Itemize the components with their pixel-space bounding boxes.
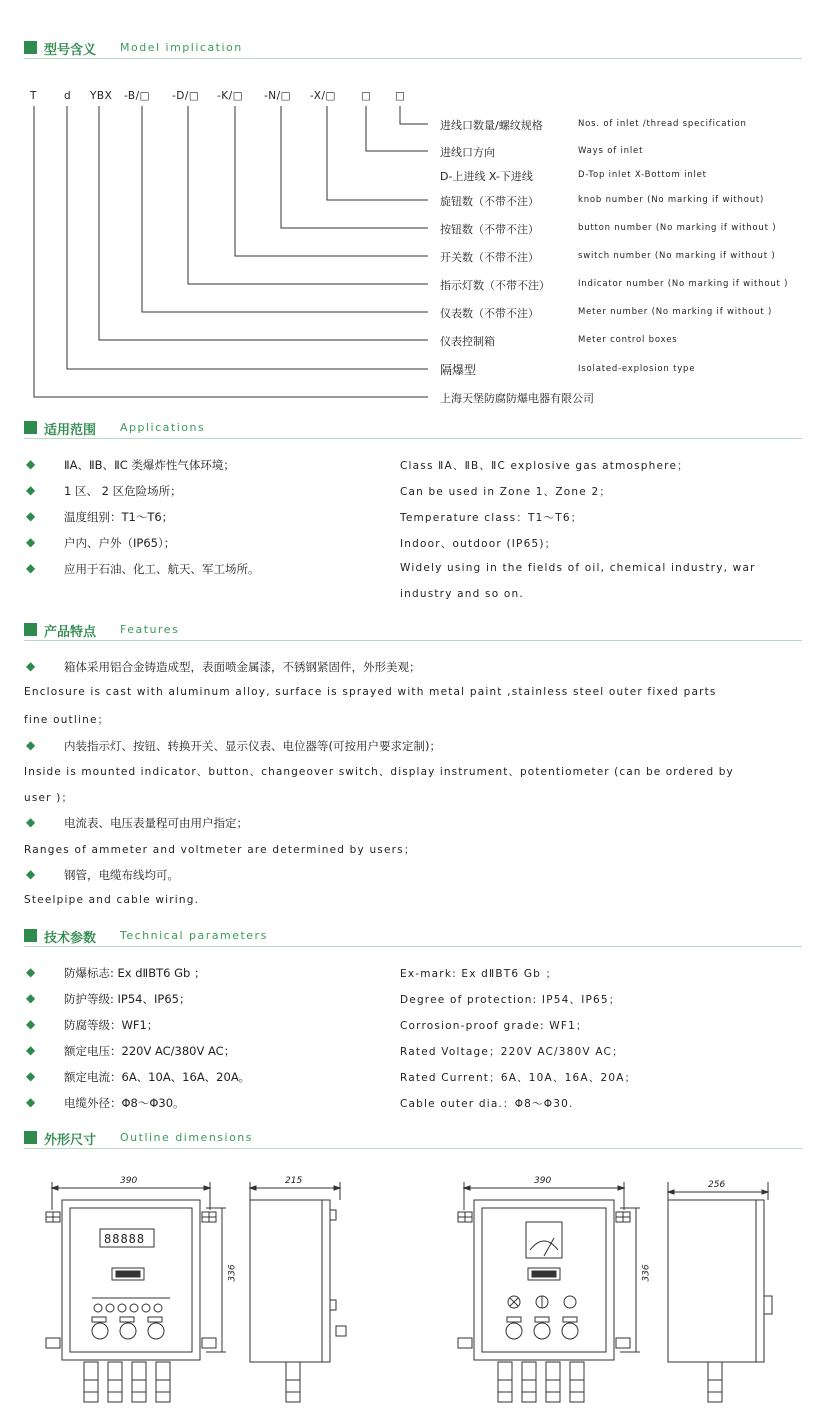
feature-en-0b: fine outline； <box>24 714 110 726</box>
tech-cn-1: 防护等级: IP54、IP65； <box>64 992 191 1006</box>
model-desc-cn-8: 仪表控制箱 <box>440 335 495 348</box>
bullet-diamond-icon: ◆ <box>26 659 36 673</box>
tech-cn-0: 防爆标志: Ex dⅡBT6 Gb ； <box>64 966 206 980</box>
bullet-diamond-icon: ◆ <box>26 1017 36 1031</box>
dim-right-height: 336 <box>641 1264 652 1282</box>
app-en-1: Can be used in Zone 1、Zone 2； <box>400 486 612 498</box>
tech-en-2: Corrosion-proof grade: WF1； <box>400 1020 588 1032</box>
bullet-diamond-icon: ◆ <box>26 1095 36 1109</box>
app-en-3: Indoor、outdoor (IP65)； <box>400 538 557 550</box>
section-title-cn: 外形尺寸 <box>44 1133 97 1148</box>
model-code-b: -B/□ <box>124 90 151 102</box>
model-desc-en-8: Meter control boxes <box>578 335 678 345</box>
tech-en-1: Degree of protection: IP54、IP65； <box>400 994 621 1006</box>
model-desc-en-6: Indicator number (No marking if without ) <box>578 279 789 289</box>
app-cn-3: 户内、户外（IP65）； <box>64 536 176 550</box>
section-title-cn: 产品特点 <box>44 625 97 640</box>
bullet-diamond-icon: ◆ <box>26 738 36 752</box>
app-en-2: Temperature class：T1～T6； <box>400 512 583 524</box>
feature-en-1b: user )； <box>24 792 74 804</box>
app-cn-0: ⅡA、ⅡB、ⅡC 类爆炸性气体环境； <box>64 458 235 472</box>
section-title-en: Features <box>120 623 180 636</box>
model-desc-en-1: Ways of inlet <box>578 146 644 156</box>
model-desc-cn-9: 隔爆型 <box>440 363 477 377</box>
tech-en-5: Cable outer dia.：Φ8～Φ30. <box>400 1098 574 1110</box>
bullet-diamond-icon: ◆ <box>26 991 36 1005</box>
model-desc-cn-6: 指示灯数（不带不注） <box>440 279 550 292</box>
model-code-direction: □ <box>361 90 372 102</box>
bullet-diamond-icon: ◆ <box>26 457 36 471</box>
model-desc-en-9: Isolated-explosion type <box>578 364 696 374</box>
tech-en-3: Rated Voltage；220V AC/380V AC； <box>400 1046 624 1058</box>
dim-left-height: 336 <box>227 1264 238 1282</box>
model-code-t: T <box>30 90 37 102</box>
dim-left-width: 390 <box>120 1176 138 1186</box>
model-desc-en-5: switch number (No marking if without ) <box>578 251 776 261</box>
tech-cn-3: 额定电压：220V AC/380V AC； <box>64 1044 236 1058</box>
app-cn-4: 应用于石油、化工、航天、军工场所。 <box>64 562 260 576</box>
model-desc-en-4: button number (No marking if without ) <box>578 223 777 233</box>
bullet-diamond-icon: ◆ <box>26 1069 36 1083</box>
app-en-4b: industry and so on. <box>400 588 524 600</box>
model-desc-company: 上海天堡防腐防爆电器有限公司 <box>440 392 594 405</box>
bullet-diamond-icon: ◆ <box>26 1043 36 1057</box>
bullet-diamond-icon: ◆ <box>26 815 36 829</box>
model-desc-cn-3: 旋钮数（不带不注） <box>440 195 539 208</box>
app-en-4: Widely using in the fields of oil, chemical industry, war <box>400 562 756 574</box>
model-code-d-indicator: -D/□ <box>172 90 200 102</box>
bullet-diamond-icon: ◆ <box>26 535 36 549</box>
model-desc-en-3: knob number (No marking if without) <box>578 195 765 205</box>
feature-en-0a: Enclosure is cast with aluminum alloy, surface is sprayed with metal paint ,stainless steel outer fixed parts <box>24 686 717 698</box>
model-code-inlet: □ <box>395 90 406 102</box>
dim-right-width: 390 <box>534 1176 552 1186</box>
feature-en-2: Ranges of ammeter and voltmeter are determined by users； <box>24 844 416 856</box>
section-title-en: Applications <box>120 421 206 434</box>
model-desc-cn-0: 进线口数量/螺纹规格 <box>440 119 543 132</box>
section-title-en: Technical parameters <box>120 929 268 942</box>
model-code-x: -X/□ <box>310 90 336 102</box>
dim-right-depth: 256 <box>708 1180 726 1190</box>
model-desc-cn-5: 开关数（不带不注） <box>440 251 539 264</box>
section-title-cn: 适用范围 <box>44 423 97 438</box>
app-cn-1: 1 区、 2 区危险场所； <box>64 484 182 498</box>
bullet-diamond-icon: ◆ <box>26 509 36 523</box>
bullet-diamond-icon: ◆ <box>26 867 36 881</box>
model-code-n: -N/□ <box>264 90 292 102</box>
section-title-cn: 技术参数 <box>44 931 97 946</box>
section-title-cn: 型号含义 <box>44 43 97 58</box>
section-title-en: Model implication <box>120 41 243 54</box>
model-code-ybx: YBX <box>90 90 113 102</box>
model-desc-cn-4: 按钮数（不带不注） <box>440 223 539 236</box>
model-desc-en-7: Meter number (No marking if without ) <box>578 307 773 317</box>
model-desc-en-0: Nos. of inlet /thread specification <box>578 119 747 129</box>
app-cn-2: 温度组别：T1～T6； <box>64 510 174 524</box>
dim-left-depth: 215 <box>285 1176 303 1186</box>
feature-en-3: Steelpipe and cable wiring. <box>24 894 200 906</box>
tech-en-0: Ex-mark: Ex dⅡBT6 Gb ； <box>400 968 558 980</box>
section-title-en: Outline dimensions <box>120 1131 254 1144</box>
feature-cn-3: 钢管，电缆布线均可。 <box>64 868 179 882</box>
model-desc-cn-7: 仪表数（不带不注） <box>440 307 539 320</box>
bullet-diamond-icon: ◆ <box>26 965 36 979</box>
feature-cn-1: 内装指示灯、按钮、转换开关、显示仪表、电位器等(可按用户要求定制)； <box>64 739 441 753</box>
tech-cn-2: 防腐等级：WF1； <box>64 1018 159 1032</box>
tech-cn-4: 额定电流：6A、10A、16A、20A。 <box>64 1070 251 1084</box>
model-code-k: -K/□ <box>217 90 244 102</box>
tech-cn-5: 电缆外径：Φ8～Φ30。 <box>64 1096 185 1110</box>
model-desc-en-2: D-Top inlet X-Bottom inlet <box>578 170 707 180</box>
bullet-diamond-icon: ◆ <box>26 483 36 497</box>
bullet-diamond-icon: ◆ <box>26 561 36 575</box>
feature-cn-2: 电流表、电压表量程可由用户指定； <box>64 816 248 830</box>
model-desc-cn-1: 进线口方向 <box>440 146 495 159</box>
feature-cn-0: 箱体采用铝合金铸造成型，表面喷金属漆，不锈钢紧固件，外形美观； <box>64 660 421 674</box>
display-digits: 88888 <box>104 1232 146 1246</box>
app-en-0: Class ⅡA、ⅡB、ⅡC explosive gas atmosphere； <box>400 460 689 472</box>
tech-en-4: Rated Current；6A、10A、16A、20A； <box>400 1072 637 1084</box>
model-desc-cn-2: D-上进线 X-下进线 <box>440 170 533 183</box>
feature-en-1a: Inside is mounted indicator、button、changeover switch、display instrument、potentiometer (can be ordered by <box>24 766 734 778</box>
model-code-d: d <box>64 90 72 102</box>
